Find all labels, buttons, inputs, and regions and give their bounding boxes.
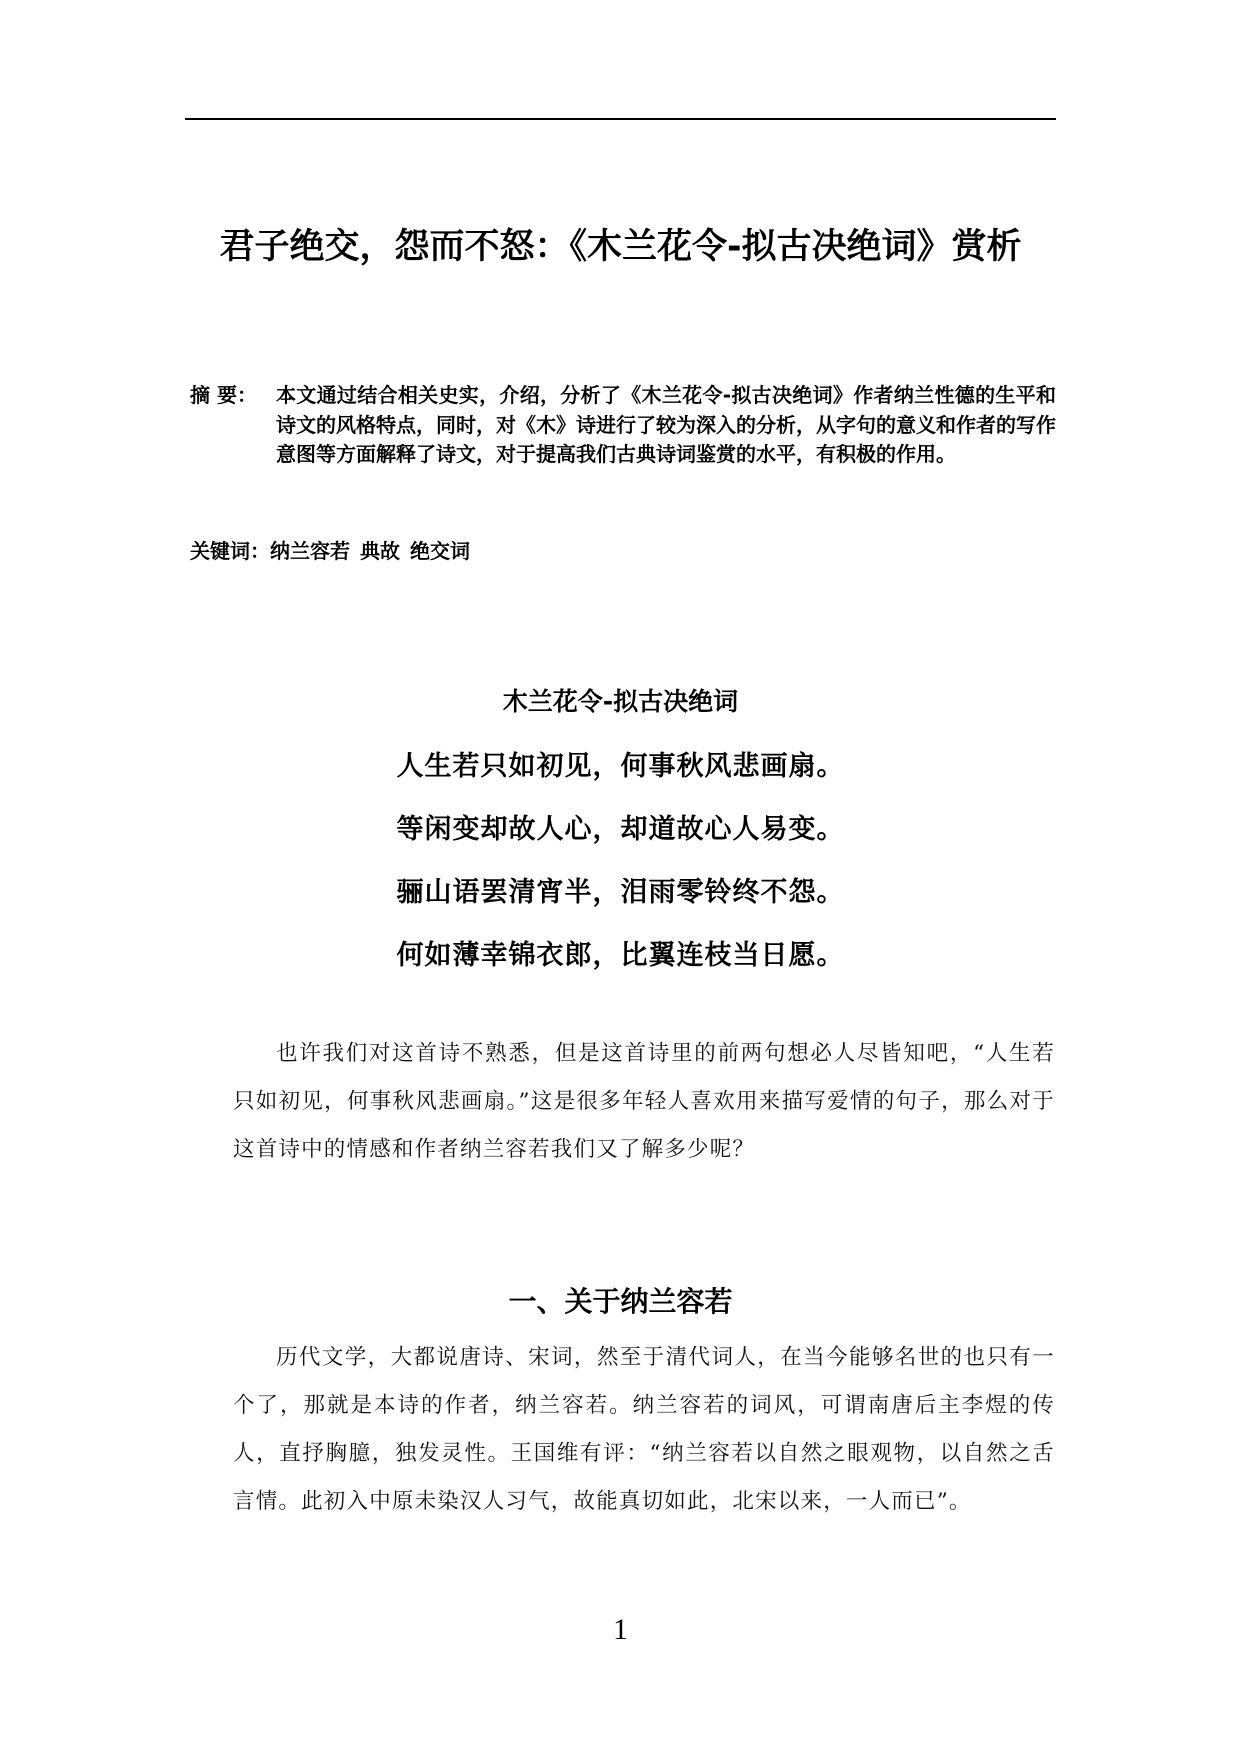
header-rule (185, 118, 1056, 120)
poem-line: 骊山语罢清宵半，泪雨零铃终不怨。 (396, 877, 845, 908)
abstract-text: 本文通过结合相关史实，介绍，分析了《木兰花令-拟古决绝词》作者纳兰性德的生平和诗文的风格特点，同时，对《木》诗进行了较为深入的分析，从字句的意义和作者的写作意图等方面解释了诗文，对于提高我们古典诗词鉴赏的水平，有积极的作用。 (276, 383, 1056, 466)
keywords-label: 关键词： (190, 539, 270, 563)
poem-line: 人生若只如初见，何事秋风悲画扇。 (396, 751, 845, 782)
section-heading: 一、关于纳兰容若 (508, 1285, 733, 1318)
document-title: 君子绝交，怨而不怒：《木兰花令-拟古决绝词》赏析 (219, 227, 1022, 267)
abstract-label: 摘 要： (190, 383, 257, 407)
keyword-item: 绝交词 (410, 539, 470, 563)
poem-body (185, 745, 1056, 997)
keyword-item: 典故 (360, 539, 400, 563)
abstract-block (190, 381, 1056, 470)
poem-line: 等闲变却故人心，却道故心人易变。 (396, 814, 845, 845)
poem-title: 木兰花令-拟古决绝词 (502, 687, 739, 716)
keywords-block (190, 537, 1056, 566)
intro-paragraph: 也许我们对这首诗不熟悉，但是这首诗里的前两句想必人尽皆知吧，“人生若只如初见，何事秋风悲画扇。”这是很多年轻人喜欢用来描写爱情的句子，那么对于这首诗中的情感和作者纳兰容若我们又了解多少呢？ (233, 1041, 1055, 1162)
keyword-item: 纳兰容若 (270, 539, 350, 563)
page-number: 1 (613, 1613, 628, 1646)
poem-line: 何如薄幸锦衣郎，比翼连枝当日愿。 (396, 940, 845, 971)
section-paragraph: 历代文学，大都说唐诗、宋词，然至于清代词人，在当今能够名世的也只有一个了，那就是本诗的作者，纳兰容若。纳兰容若的词风，可谓南唐后主李煜的传人，直抒胸臆，独发灵性。王国维有评：“纳兰容若以自然之眼观物，以自然之舌言情。此初入中原未染汉人习气，故能真切如此，北宋以来，一人而已”。 (233, 1345, 1055, 1514)
